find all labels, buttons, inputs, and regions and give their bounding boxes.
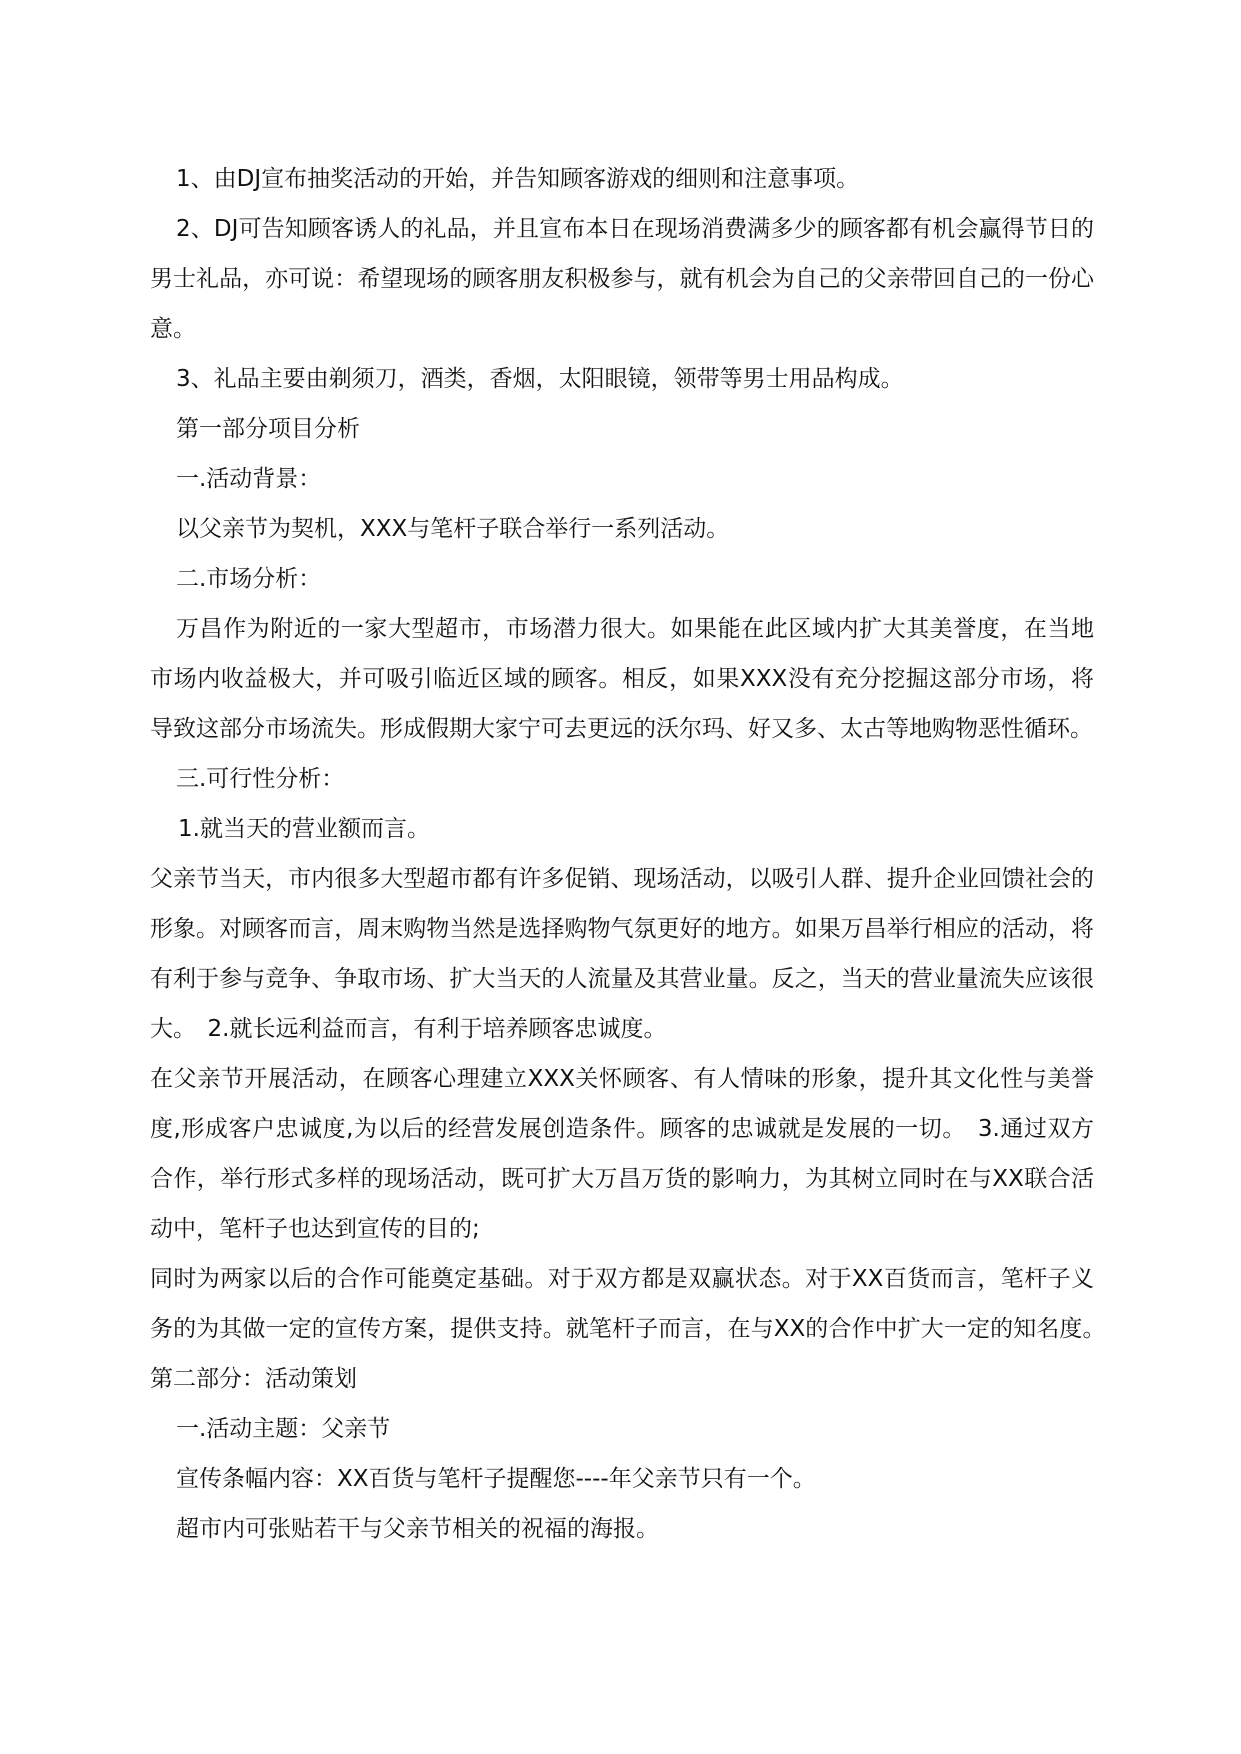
- heading-activity-theme: 一.活动主题：父亲节: [176, 1416, 391, 1442]
- heading-activity-background: 一.活动背景：: [176, 466, 322, 492]
- paragraph-long-term-benefit: 在父亲节开展活动，在顾客心理建立XXX关怀顾客、有人情味的形象，提升其文化性与美誉度,形成客户忠诚度,为以后的经营发展创造条件。顾客的忠诚就是发展的一切。 3.通过双方合作，举行形式多样的现场活动，既可扩大万昌万货的影响力，为其树立同时在与XX联合活动中，笔杆子也达到宣传的目的;: [150, 1066, 1094, 1242]
- document-body: [150, 154, 1117, 1554]
- paragraph-activity-background: 以父亲节为契机，XXX与笔杆子联合举行一系列活动。: [176, 516, 730, 542]
- paragraph-cooperation-foundation: 同时为两家以后的合作可能奠定基础。对于双方都是双赢状态。对于XX百货而言，笔杆子义务的为其做一定的宣传方案，提供支持。就笔杆子而言，在与XX的合作中扩大一定的知名度。 第二部分：活动策划: [150, 1266, 1117, 1392]
- heading-feasibility-analysis: 三.可行性分析：: [176, 766, 345, 792]
- paragraph-banner-content: 宣传条幅内容：XX百货与笔杆子提醒您----年父亲节只有一个。: [176, 1466, 816, 1492]
- paragraph-lottery-start: 1、由DJ宣布抽奖活动的开始，并告知顾客游戏的细则和注意事项。: [176, 166, 860, 192]
- subheading-daily-revenue: 1.就当天的营业额而言。: [178, 816, 430, 842]
- paragraph-market-analysis: 万昌作为附近的一家大型超市，市场潜力很大。如果能在此区域内扩大其美誉度，在当地市场内收益极大，并可吸引临近区域的顾客。相反，如果XXX没有充分挖掘这部分市场，将导致这部分市场流失。形成假期大家宁可去更远的沃尔玛、好又多、太古等地购物恶性循环。: [150, 616, 1094, 742]
- paragraph-daily-revenue: 父亲节当天，市内很多大型超市都有许多促销、现场活动，以吸引人群、提升企业回馈社会的形象。对顾客而言，周末购物当然是选择购物气氛更好的地方。如果万昌举行相应的活动，将有利于参与竞争、争取市场、扩大当天的人流量及其营业量。反之，当天的营业量流失应该很大。 2.就长远利益而言，有利于培养顾客忠诚度。: [150, 866, 1094, 1042]
- section-heading-part-one: 第一部分项目分析: [176, 416, 360, 442]
- paragraph-gift-composition: 3、礼品主要由剃须刀，酒类，香烟，太阳眼镜，领带等男士用品构成。: [176, 366, 904, 392]
- paragraph-poster-note: 超市内可张贴若干与父亲节相关的祝福的海报。: [176, 1516, 659, 1542]
- paragraph-gift-announcement: 2、DJ可告知顾客诱人的礼品，并且宣布本日在现场消费满多少的顾客都有机会赢得节日的男士礼品，亦可说：希望现场的顾客朋友积极参与，就有机会为自己的父亲带回自己的一份心意。: [150, 216, 1094, 342]
- heading-market-analysis: 二.市场分析：: [176, 566, 322, 592]
